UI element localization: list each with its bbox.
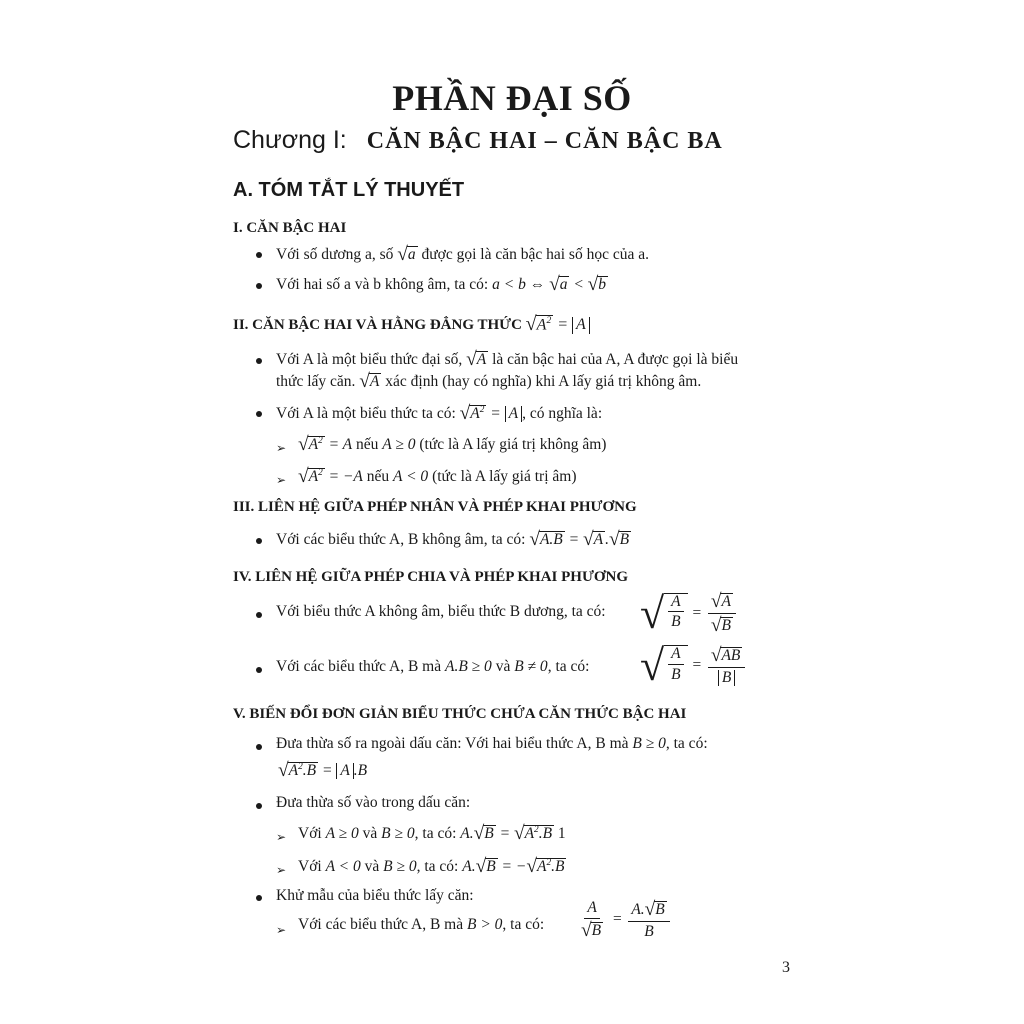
section-1-heading: I. CĂN BẬC HAI (233, 220, 347, 236)
s5-case-3: Với các biểu thức A, B mà B > 0, ta có: (298, 916, 545, 933)
bullet-icon (256, 283, 262, 289)
arrow-bullet-icon: ➢ (276, 441, 287, 455)
chapter-heading (233, 128, 723, 153)
s4-bullet-2: Với các biểu thức A, B mà A.B ≥ 0 và B ≠ 0, ta có: (276, 658, 590, 675)
bullet-icon (256, 612, 262, 618)
s1-bullet-2: Với hai số a và b không âm, ta có: a < b ⇔ √a < √b (276, 274, 607, 295)
arrow-bullet-icon: ➢ (276, 830, 287, 844)
s2-bullet-2: Với A là một biểu thức ta có: $√A^2 = A$ , có nghĩa là: (276, 403, 603, 424)
arrow-bullet-icon: ➢ (276, 473, 287, 487)
chapter-prefix: Chương I: (233, 126, 347, 154)
s4-bullet-1: Với biểu thức A không âm, biểu thức B dương, ta có: (276, 603, 606, 620)
bullet-icon (256, 803, 262, 809)
bullet-icon (256, 358, 262, 364)
arrow-bullet-icon: ➢ (276, 863, 287, 877)
bullet-icon (256, 411, 262, 417)
s5-bullet-3: Khử mẫu của biểu thức lấy căn: (276, 887, 474, 904)
arrow-bullet-icon: ➢ (276, 923, 287, 937)
s2-bullet-1-line-2: thức lấy căn. √A xác định (hay có nghĩa) khi A lấy giá trị không âm. (276, 371, 702, 392)
section-5-heading: V. BIẾN ĐỔI ĐƠN GIẢN BIỂU THỨC CHỨA CĂN THỨC BẬC HAI (233, 706, 687, 722)
s2-case-2: $√A^2 = -A$ nếu A < 0 (tức là A lấy giá trị âm) (298, 466, 577, 487)
s2-case-1: $√A^2 = A$ nếu A ≥ 0 (tức là A lấy giá trị không âm) (298, 434, 607, 455)
s5-case-1: Với A ≥ 0 và B ≥ 0, ta có: $A.√B = √A^2.B$ 1 (298, 823, 566, 844)
bullet-icon (256, 667, 262, 673)
section-a-heading: A. TÓM TẮT LÝ THUYẾT (233, 179, 465, 201)
s4-formula-1: √ $\frac{A}{B}$ = $\frac{√A}{√B}$ (640, 592, 738, 636)
page-number: 3 (782, 959, 790, 976)
s1-bullet-1: Với số dương a, số √a được gọi là căn bậc hai số học của a. (276, 244, 649, 265)
page-title: PHẦN ĐẠI SỐ (392, 78, 632, 118)
section-3-heading: III. LIÊN HỆ GIỮA PHÉP NHÂN VÀ PHÉP KHAI PHƯƠNG (233, 499, 637, 515)
s2-bullet-1-line-1: Với A là một biểu thức đại số, √A là căn bậc hai của A, A được gọi là biểu (276, 349, 739, 370)
section-2-heading: II. CĂN BẬC HAI VÀ HẰNG ĐẲNG THỨC $√A^2 = A$ (233, 314, 590, 334)
s5-formula-3: $\frac{A}{√B}$ = $\frac{A.√B}{B}$ (576, 900, 672, 940)
s5-bullet-2: Đưa thừa số vào trong dấu căn: (276, 794, 471, 811)
s5-formula-1: $√A^2.B = A$ .B (278, 760, 368, 781)
bullet-icon (256, 252, 262, 258)
bullet-icon (256, 538, 262, 544)
bullet-icon (256, 744, 262, 750)
s3-bullet-1: Với các biểu thức A, B không âm, ta có: √A.B = √A .√B (276, 529, 630, 550)
bullet-icon (256, 895, 262, 901)
s5-case-2: Với A < 0 và B ≥ 0, ta có: $A.√B = -√A^2.B$ (298, 856, 565, 877)
s4-formula-2: √ $\frac{A}{B}$ = $\frac{√AB}{B}$ (640, 645, 747, 687)
s5-bullet-1: Đưa thừa số ra ngoài dấu căn: Với hai biểu thức A, B mà B ≥ 0, ta có: (276, 735, 708, 752)
section-4-heading: IV. LIÊN HỆ GIỮA PHÉP CHIA VÀ PHÉP KHAI PHƯƠNG (233, 569, 629, 585)
chapter-name: CĂN BẬC HAI – CĂN BẬC BA (366, 128, 723, 154)
